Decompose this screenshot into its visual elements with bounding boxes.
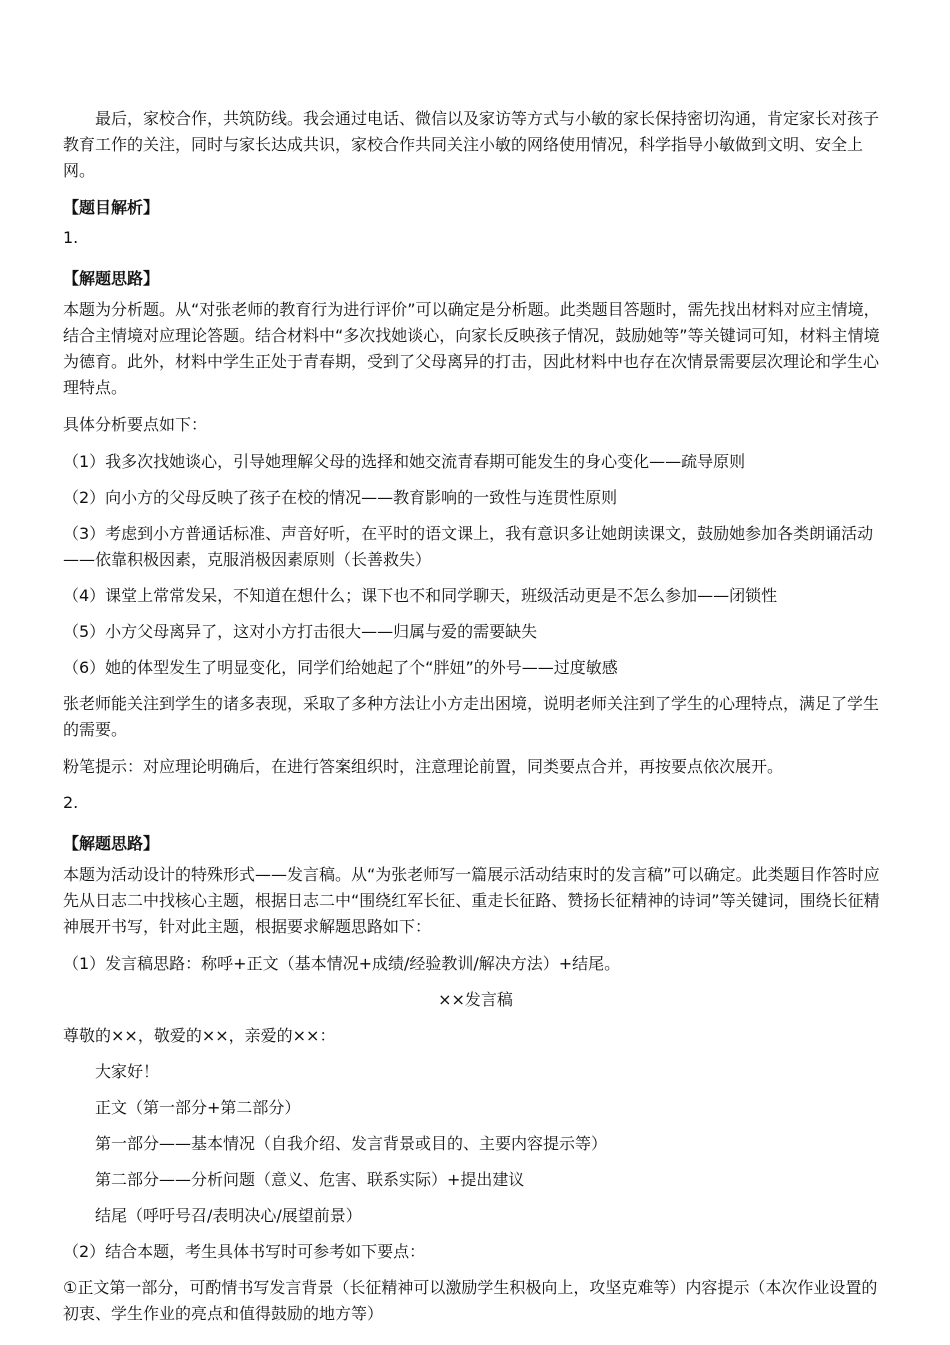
question2-heading: 【解题思路】 <box>63 834 160 853</box>
speech-line: 正文（第一部分+第二部分） <box>95 1098 301 1117</box>
question1-point: （4）课堂上常常发呆，不知道在想什么；课下也不和同学聊天，班级活动更是不怎么参加——闭锁性 <box>63 586 778 605</box>
question1-number: 1. <box>63 228 79 247</box>
speech-line: 第二部分——分析问题（意义、危害、联系实际）+提出建议 <box>95 1170 525 1189</box>
section-heading: 【题目解析】 <box>63 198 160 217</box>
speech-line: 大家好！ <box>95 1062 160 1081</box>
question1-point: （2）向小方的父母反映了孩子在校的情况——教育影响的一致性与连贯性原则 <box>63 488 618 507</box>
speech-line: 结尾（呼吁号召/表明决心/展望前景） <box>95 1206 362 1225</box>
question1-points-intro: 具体分析要点如下： <box>63 415 208 434</box>
question2-step2: （2）结合本题，考生具体书写时可参考如下要点： <box>63 1242 426 1261</box>
question1-analysis: 本题为分析题。从“对张老师的教育行为进行评价”可以确定是分析题。此类题目答题时，需先找出材料对应主情境，结合主情境对应理论答题。结合材料中“多次找她谈心，向家长反映孩子情况，鼓励她等”等关键词可知，材料主情境为德育。此外，材料中学生正处于青春期，受到了父母离异的打击，因此材料中也存在次情景需要层次理论和学生心理特点。 <box>63 300 880 397</box>
speech-line: 第一部分——基本情况（自我介绍、发言背景或目的、主要内容提示等） <box>95 1134 608 1153</box>
intro-paragraph: 最后，家校合作，共筑防线。我会通过电话、微信以及家访等方式与小敏的家长保持密切沟通，肯定家长对孩子教育工作的关注，同时与家长达成共识，家校合作共同关注小敏的网络使用情况，科学指导小敏做到文明、安全上网。 <box>63 109 880 180</box>
question1-point: （1）我多次找她谈心，引导她理解父母的选择和她交流青春期可能发生的身心变化——疏导原则 <box>63 452 746 471</box>
question1-heading: 【解题思路】 <box>63 269 160 288</box>
question2-analysis: 本题为活动设计的特殊形式——发言稿。从“为张老师写一篇展示活动结束时的发言稿”可以确定。此类题目作答时应先从日志二中找核心主题，根据日志二中“围绕红军长征、重走长征路、赞扬长征精神的诗词”等关键词，围绕长征精神展开书写，针对此主题，根据要求解题思路如下： <box>63 865 880 936</box>
question1-point: （6）她的体型发生了明显变化，同学们给她起了个“胖妞”的外号——过度敏感 <box>63 658 618 677</box>
question2-point1: ①正文第一部分，可酌情书写发言背景（长征精神可以激励学生积极向上，攻坚克难等）内容提示（本次作业设置的初衷、学生作业的亮点和值得鼓励的地方等） <box>63 1278 878 1323</box>
question1-point: （5）小方父母离异了，这对小方打击很大——归属与爱的需要缺失 <box>63 622 538 641</box>
speech-title: ××发言稿 <box>438 990 513 1009</box>
speech-salutation: 尊敬的××，敬爱的××，亲爱的××： <box>63 1026 336 1045</box>
question1-tip: 粉笔提示：对应理论明确后，在进行答案组织时，注意理论前置，同类要点合并，再按要点依次展开。 <box>63 757 784 776</box>
question1-point: （3）考虑到小方普通话标准、声音好听，在平时的语文课上，我有意识多让她朗读课文，鼓励她参加各类朗诵活动——依靠积极因素，克服消极因素原则（长善救失） <box>63 524 874 569</box>
question2-number: 2. <box>63 793 79 812</box>
question2-step1: （1）发言稿思路：称呼+正文（基本情况+成绩/经验教训/解决方法）+结尾。 <box>63 954 621 973</box>
question1-summary: 张老师能关注到学生的诸多表现，采取了多种方法让小方走出困境，说明老师关注到了学生的心理特点，满足了学生的需要。 <box>63 694 880 739</box>
